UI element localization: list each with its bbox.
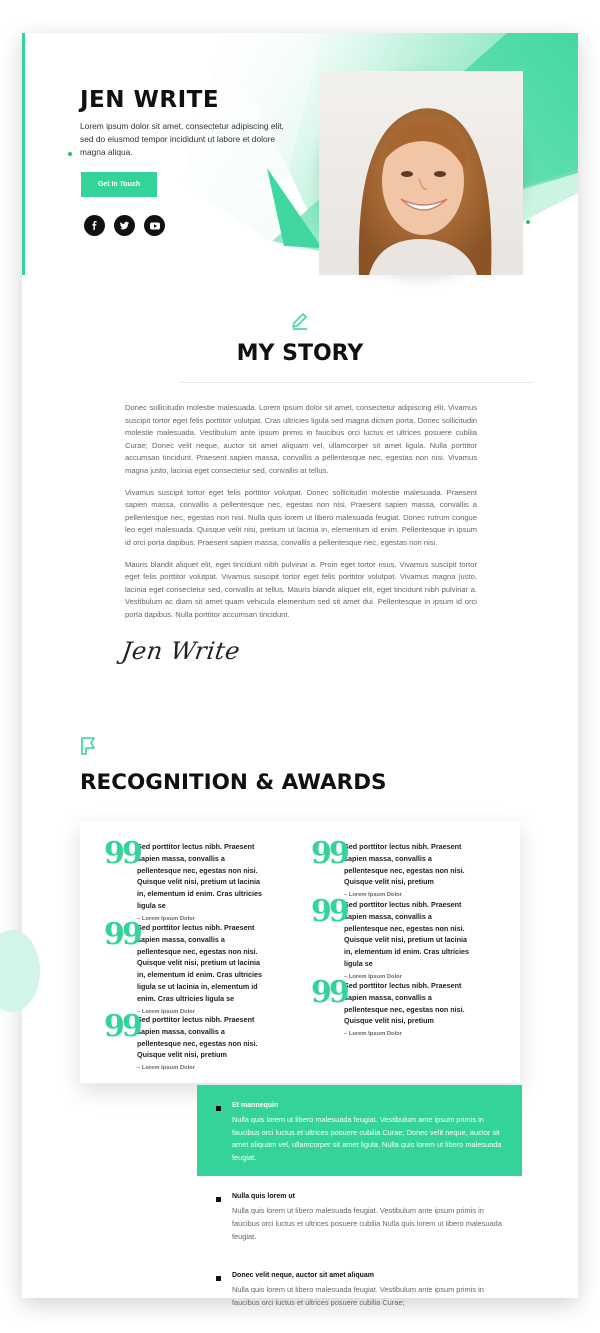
pencil-icon xyxy=(290,311,310,331)
get-in-touch-button[interactable]: Get In Touch xyxy=(81,172,157,197)
award-author: – Lorem Ipsum Dolor xyxy=(137,1008,195,1015)
story-paragraph: Vivamus suscipit tortor eget felis porttitor volutpat. Donec sollicitudin molestie malesuada. Praesent sapien massa, convallis a pellentesque nec, egestas non nisi. Praesent sapien massa, convallis a pellentesque nec, egestas non nisi. Nulla quis lorem ut libero malesuada feugiat. Donec rutrum congue leo eget malesuada. Quisque velit nisi, pretium ut lacinia in, elementum id enim. Pellentesque in ipsum id orci porta dapibus. Praesent sapien massa, convallis a pellentesque nec, egestas non nisi. xyxy=(125,487,477,547)
feature-item[interactable] xyxy=(197,1255,522,1321)
page xyxy=(22,33,578,1307)
twitter-icon[interactable] xyxy=(114,215,135,236)
quote-icon: 99 xyxy=(104,1009,140,1044)
story-paragraph: Donec sollicitudin molestie malesuada. Lorem ipsum dolor sit amet, consectetur adipiscing elit. Vivamus suscipit tortor eget felis porttitor volutpat. Cras ultricies ligula sed magna dictum porta. Donec sollicitudin molestie malesuada. Vestibulum ante ipsum primis in faucibus orci luctus et ultrices posuere cubilia Curae; Donec velit neque, auctor sit amet aliquam vel, ullamcorper sit amet ligula. Nulla porttitor accumsan tincidunt. Praesent sapien massa, convallis a pellentesque nec, egestas non nisi. Vivamus magna justo, lacinia eget consectetur sed, convallis at tellus. xyxy=(125,403,477,475)
feature-body: Nulla quis lorem ut libero malesuada feugiat. Vestibulum ante ipsum primis in faucibus orci luctus et ultrices posuere cubilia Curae; Donec velit neque, auctor sit amet aliquam vel, ullamcorper sit amet ligula. Nulla quis lorem ut libero malesuada feugiat. xyxy=(232,1115,502,1162)
portrait-photo xyxy=(319,71,523,275)
story-body xyxy=(125,402,477,631)
story-paragraph: Mauris blandit aliquet elit, eget tincidunt nibh pulvinar a. Proin eget tortor risus. Vivamus suscipit tortor eget felis porttitor volutpat. Vivamus suscipit tortor eget felis porttitor volutpat. Vivamus magna justo, lacinia eget consectetur sed, convallis at tellus. Mauris blandit aliquet elit, eget tincidunt nibh pulvinar a. Vestibulum ac diam sit amet quam vehicula elementum sed sit amet dui. Pellentesque in ipsum id orci porta dapibus. Nulla porttitor accumsan tincidunt. xyxy=(125,559,477,619)
feature-list xyxy=(197,1085,522,1321)
award-author: – Lorem Ipsum Dolor xyxy=(137,915,195,922)
decor-blob xyxy=(0,930,40,1012)
bookmark-icon xyxy=(79,736,99,756)
hero-section xyxy=(22,33,578,283)
feature-title: Nulla quis lorem ut xyxy=(232,1193,296,1201)
award-item xyxy=(311,836,471,899)
bullet-icon xyxy=(216,1106,221,1111)
story-title: MY STORY xyxy=(236,341,364,366)
award-item xyxy=(104,836,264,922)
facebook-icon[interactable] xyxy=(84,215,105,236)
award-text: Sed porttitor lectus nibh. Praesent sapien massa, convallis a pellentesque nec, egestas non nisi. Quisque velit nisi, pretium xyxy=(137,1015,258,1060)
award-text: Sed porttitor lectus nibh. Praesent sapien massa, convallis a pellentesque nec, egestas non nisi. Quisque velit nisi, pretium ut lacinia in, elementum id enim. Cras ultricies ligula se xyxy=(137,842,263,910)
quote-icon: 99 xyxy=(311,975,347,1010)
decor-dot xyxy=(526,220,530,224)
story-divider xyxy=(180,382,533,383)
award-author: – Lorem Ipsum Dolor xyxy=(137,1065,195,1072)
award-item xyxy=(311,894,471,980)
award-author: – Lorem Ipsum Dolor xyxy=(344,973,402,980)
feature-title: Et mannequin xyxy=(232,1102,279,1109)
award-item xyxy=(311,975,471,1038)
youtube-icon[interactable] xyxy=(144,215,165,236)
award-author: – Lorem Ipsum Dolor xyxy=(344,1031,402,1038)
awards-card xyxy=(80,821,520,1083)
award-item xyxy=(104,1009,264,1072)
awards-title: RECOGNITION & AWARDS xyxy=(80,770,387,795)
award-text: Sed porttitor lectus nibh. Praesent sapien massa, convallis a pellentesque nec, egestas non nisi. Quisque velit nisi, pretium xyxy=(344,981,465,1026)
bullet-icon xyxy=(216,1197,221,1202)
feature-body: Nulla quis lorem ut libero malesuada feugiat. Vestibulum ante ipsum primis in faucibus orci luctus et ultrices posuere cubilia Curae; xyxy=(232,1285,484,1307)
quote-icon: 99 xyxy=(311,836,347,871)
feature-item[interactable] xyxy=(197,1176,522,1255)
social-links xyxy=(84,215,165,236)
quote-icon: 99 xyxy=(104,836,140,871)
quote-icon: 99 xyxy=(104,917,140,952)
feature-item-active[interactable] xyxy=(197,1085,522,1176)
signature: Jen Write xyxy=(120,637,242,665)
decor-dot xyxy=(68,152,72,156)
award-author: – Lorem Ipsum Dolor xyxy=(344,892,402,899)
award-text: Sed porttitor lectus nibh. Praesent sapien massa, convallis a pellentesque nec, egestas non nisi. Quisque velit nisi, pretium xyxy=(344,842,465,887)
award-text: Sed porttitor lectus nibh. Praesent sapien massa, convallis a pellentesque nec, egestas non nisi. Quisque velit nisi, pretium ut lacinia in, elementum id enim. Cras ultricies ligula se xyxy=(344,900,470,968)
hero-description: Lorem ipsum dolor sit amet, consectetur adipiscing elit, sed do eiusmod tempor incididunt ut labore et dolore magna aliqua. xyxy=(80,121,284,157)
feature-body: Nulla quis lorem ut libero malesuada feugiat. Vestibulum ante ipsum primis in faucibus orci luctus et ultrices posuere cubilia Nulla quis lorem ut libero malesuada feugiat. xyxy=(232,1206,502,1241)
bullet-icon xyxy=(216,1276,221,1281)
hero-title: JEN WRITE xyxy=(80,87,220,113)
award-item xyxy=(104,917,264,1015)
feature-title: Donec velit neque, auctor sit amet aliquam xyxy=(232,1272,374,1280)
quote-icon: 99 xyxy=(311,894,347,929)
award-text: Sed porttitor lectus nibh. Praesent sapien massa, convallis a pellentesque nec, egestas non nisi. Quisque velit nisi, pretium ut lacinia in, elementum id enim. Cras ultricies ligula se ut lacinia in, elementum id enim. Cras ultricies ligula se xyxy=(137,923,263,1003)
